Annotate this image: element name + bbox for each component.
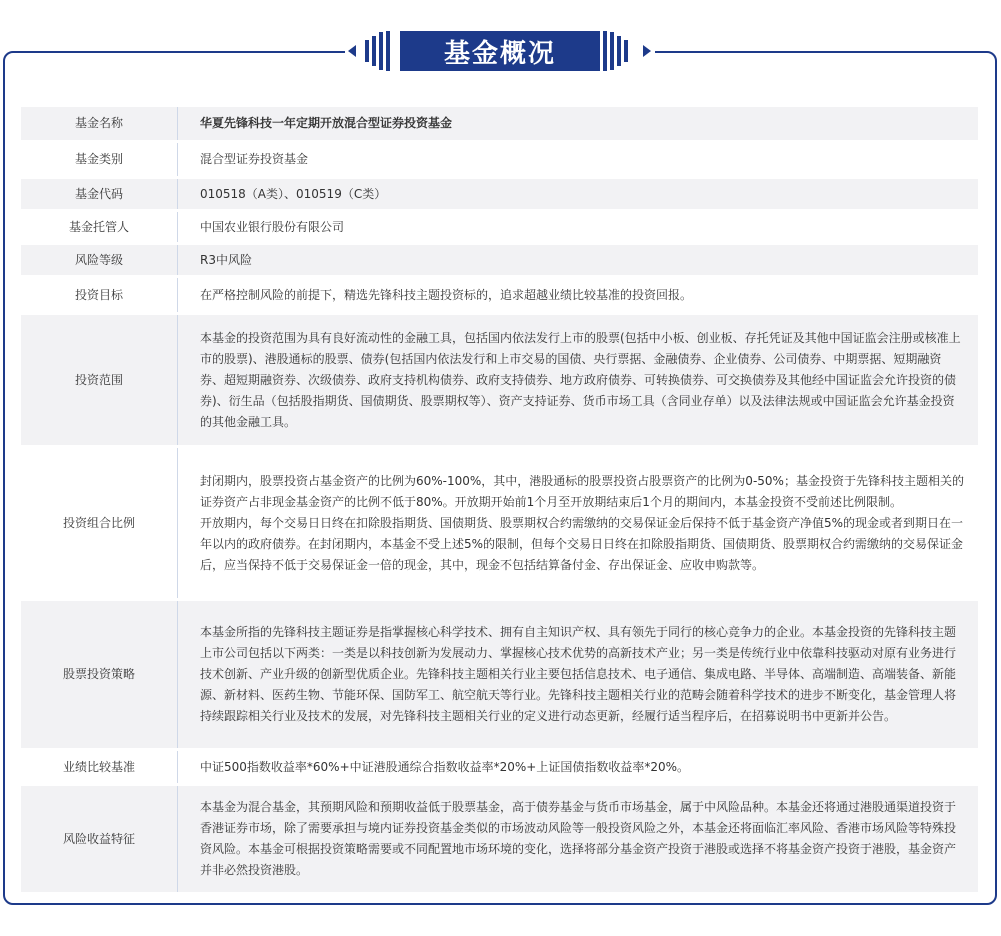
table-row [21, 107, 978, 140]
row-label: 风险等级 [21, 245, 178, 275]
fund-info-table [21, 107, 978, 892]
page-title: 基金概况 [443, 38, 556, 69]
row-value: 混合型证券投资基金 [178, 143, 978, 176]
row-value [178, 448, 978, 598]
right-arrow-icon [643, 45, 651, 57]
table-row [21, 315, 978, 445]
row-value: 中国农业银行股份有限公司 [178, 212, 978, 242]
section-header [345, 28, 655, 74]
row-value: 在严格控制风险的前提下，精选先锋科技主题投资标的，追求超越业绩比较基准的投资回报。 [178, 278, 978, 312]
table-row [21, 448, 978, 598]
left-stripes-decoration [365, 31, 393, 71]
row-label: 基金名称 [21, 107, 178, 140]
row-label: 风险收益特征 [21, 786, 178, 892]
right-stripes-decoration [603, 31, 631, 71]
row-label: 基金代码 [21, 179, 178, 209]
row-value: 本基金的投资范围为具有良好流动性的金融工具，包括国内依法发行上市的股票(包括中小板、创业板、存托凭证及其他中国证监会注册或核准上市的股票)、港股通标的股票、债券(包括国内依法发行和上市交易的国债、央行票据、金融债券、企业债券、公司债券、中期票据、短期融资券、超短期融资券、次级债券、政府支持机构债券、政府支持债券、地方政府债券、可转换债券、可交换债券及其他经中国证监会允许投资的债券)、衍生品（包括股指期货、国债期货、股票期权等）、资产支持证券、货币市场工具（含同业存单）以及法律法规或中国证监会允许基金投资的其他金融工具。 [178, 315, 978, 445]
row-label: 基金类别 [21, 143, 178, 176]
row-label: 投资范围 [21, 315, 178, 445]
table-row [21, 786, 978, 892]
row-value: 本基金为混合基金，其预期风险和预期收益低于股票基金，高于债券基金与货币市场基金，属于中风险品种。本基金还将通过港股通渠道投资于香港证券市场，除了需要承担与境内证券投资基金类似的市场波动风险等一般投资风险之外，本基金还将面临汇率风险、香港市场风险等特殊投资风险。本基金可根据投资策略需要或不同配置地市场环境的变化，选择将部分基金资产投资于港股或选择不将基金资产投资于港股，基金资产并非必然投资港股。 [178, 786, 978, 892]
row-value: R3中风险 [178, 245, 978, 275]
row-label: 业绩比较基准 [21, 751, 178, 783]
row-value: 中证500指数收益率*60%+中证港股通综合指数收益率*20%+上证国债指数收益率*20%。 [178, 751, 978, 783]
table-row [21, 245, 978, 275]
row-label: 基金托管人 [21, 212, 178, 242]
fund-name-value: 华夏先锋科技一年定期开放混合型证券投资基金 [178, 107, 978, 140]
paragraph: 开放期内，每个交易日日终在扣除股指期货、国债期货、股票期权合约需缴纳的交易保证金后保持不低于基金资产净值5%的现金或者到期日在一年以内的政府债券。在封闭期内，本基金不受上述5%的限制，但每个交易日日终在扣除股指期货、国债期货、股票期权合约需缴纳的交易保证金后，应当保持不低于交易保证金一倍的现金，其中，现金不包括结算备付金、存出保证金、应收申购款等。 [200, 515, 964, 572]
row-value: 本基金所指的先锋科技主题证券是指掌握核心科学技术、拥有自主知识产权、具有领先于同行的核心竞争力的企业。本基金投资的先锋科技主题上市公司包括以下两类：一类是以科技创新为发展动力、掌握核心技术优势的高新技术产业；另一类是传统行业中依靠科技驱动对原有业务进行技术创新、产业升级的创新型优质企业。先锋科技主题相关行业主要包括信息技术、电子通信、集成电路、半导体、高端制造、高端装备、新能源、新材料、医药生物、节能环保、国防军工、航空航天等行业。先锋科技主题相关行业的范畴会随着科学技术的进步不断变化，基金管理人将持续跟踪相关行业及技术的发展，对先锋科技主题相关行业的定义进行动态更新，经履行适当程序后，在招募说明书中更新并公告。 [178, 601, 978, 748]
table-row [21, 143, 978, 176]
section-title-box [400, 31, 600, 71]
row-label: 投资组合比例 [21, 448, 178, 598]
table-row [21, 179, 978, 209]
table-row [21, 278, 978, 312]
row-label: 投资目标 [21, 278, 178, 312]
table-row [21, 751, 978, 783]
row-label: 股票投资策略 [21, 601, 178, 748]
paragraph: 封闭期内，股票投资占基金资产的比例为60%-100%，其中，港股通标的股票投资占股票资产的比例为0-50%；基金投资于先锋科技主题相关的证券资产占非现金基金资产的比例不低于80%。开放期开始前1个月至开放期结束后1个月的期间内，本基金投资不受前述比例限制。 [200, 473, 964, 509]
row-value: 010518（A类）、010519（C类） [178, 179, 978, 209]
table-row [21, 212, 978, 242]
table-row [21, 601, 978, 748]
left-arrow-icon [348, 45, 356, 57]
